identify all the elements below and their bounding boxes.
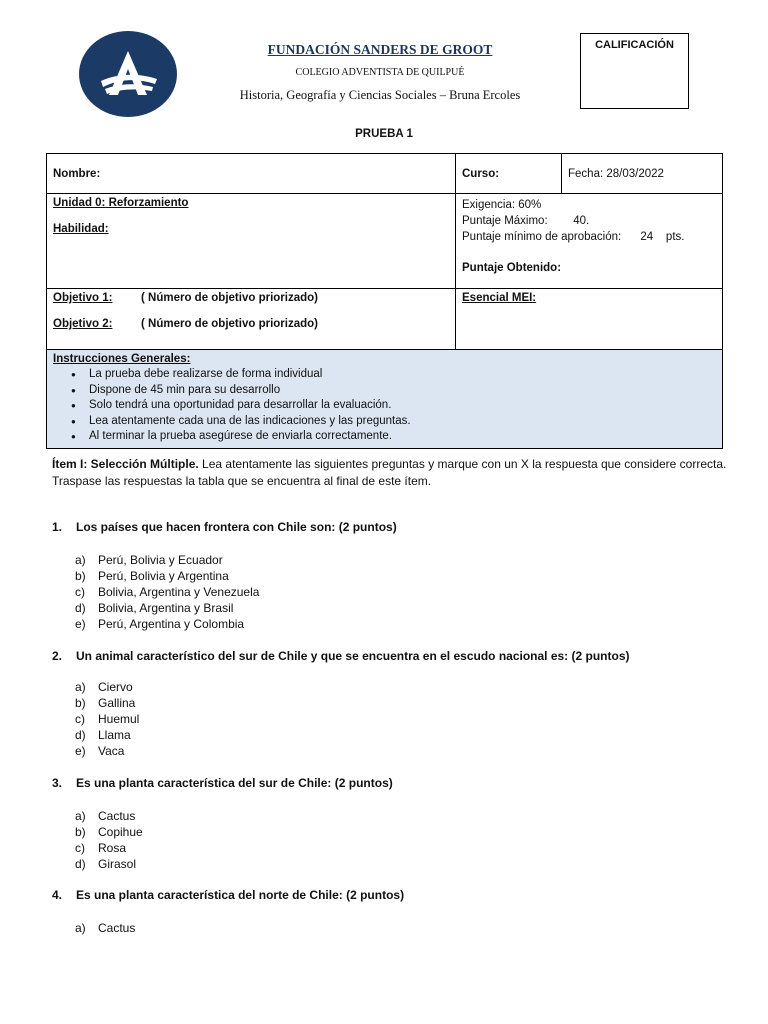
question-2-options (75, 679, 139, 759)
grade-box-label: CALIFICACIÓN (595, 39, 674, 51)
option[interactable]: d) Llama (75, 728, 131, 742)
option[interactable]: c) Rosa (75, 841, 127, 855)
instruction-item: ● Al terminar la prueba asegúrese de enviarla correctamente. (89, 429, 716, 445)
question-1: 1. Los países que hacen frontera con Chile son: (2 puntos) (52, 520, 397, 534)
question-1-options (75, 552, 259, 632)
unit-cell (47, 194, 456, 289)
test-title: PRUEBA 1 (355, 128, 413, 140)
option[interactable]: e) Perú, Argentina y Colombia (75, 617, 245, 631)
instruction-item: ● Dispone de 45 min para su desarrollo (89, 383, 716, 399)
question-4-options (75, 920, 135, 936)
name-field[interactable]: Nombre: (47, 154, 456, 194)
score-cell (456, 194, 723, 289)
student-info-table (46, 153, 723, 449)
option[interactable]: c) Bolivia, Argentina y Venezuela (75, 585, 260, 599)
question-3-options (75, 808, 143, 872)
skill-label: Habilidad: (53, 223, 109, 235)
max-score: Puntaje Máximo: 40. (462, 215, 590, 227)
subject-line: Historia, Geografía y Ciencias Sociales – Bruna Ercoles (239, 88, 521, 102)
requirement: Exigencia: 60% (462, 199, 542, 211)
objective1-text: ( Número de objetivo priorizado) (141, 292, 318, 304)
question-2: 2. Un animal característico del sur de Chile y que se encuentra en el escudo nacional es: (2 puntos) (52, 649, 630, 663)
min-score: Puntaje mínimo de aprobación: 24 pts. (462, 231, 685, 243)
option[interactable]: b) Perú, Bolivia y Argentina (75, 569, 229, 583)
mei-cell: Esencial MEI: (456, 289, 723, 350)
question-4: 4. Es una planta característica del norte de Chile: (2 puntos) (52, 888, 405, 902)
instructions-title: Instrucciones Generales: (53, 353, 191, 365)
school-name: COLEGIO ADVENTISTA DE QUILPUÉ (295, 67, 465, 78)
option[interactable]: d) Girasol (75, 857, 137, 871)
course-field[interactable]: Curso: (456, 154, 562, 194)
unit-label: Unidad 0: (53, 197, 106, 209)
date-field: Fecha: 28/03/2022 (562, 154, 723, 194)
option[interactable]: c) Huemul (75, 712, 140, 726)
objective2-label: Objetivo 2: (53, 318, 113, 330)
institution-name: FUNDACIÓN SANDERS DE GROOT (267, 42, 493, 57)
option[interactable]: a) Cactus (75, 921, 136, 935)
obtained-score: Puntaje Obtenido: (462, 262, 562, 274)
item1-instructions (52, 456, 732, 490)
instructions-box (47, 350, 723, 449)
item1-text: Lea atentamente las siguientes preguntas y marque con un X la respuesta que considere correcta. Traspase las respuestas la tabla que se encuentra al final de este ítem. (52, 457, 727, 488)
instructions-list (53, 367, 716, 445)
option[interactable]: a) Ciervo (75, 680, 133, 694)
item1-title: Ítem I: Selección Múltiple. (52, 457, 199, 471)
instruction-item: ● La prueba debe realizarse de forma individual (89, 367, 716, 383)
option[interactable]: d) Bolivia, Argentina y Brasil (75, 601, 234, 615)
option[interactable]: b) Gallina (75, 696, 136, 710)
unit-value: Reforzamiento (105, 197, 189, 209)
instruction-item: ● Lea atentamente cada una de las indicaciones y las preguntas. (89, 414, 716, 430)
objective2-text: ( Número de objetivo priorizado) (141, 318, 318, 330)
grade-box[interactable] (580, 33, 689, 109)
option[interactable]: e) Vaca (75, 744, 125, 758)
option[interactable]: b) Copihue (75, 825, 143, 839)
instruction-item: ● Solo tendrá una oportunidad para desarrollar la evaluación. (89, 398, 716, 414)
objectives-cell (47, 289, 456, 350)
question-3: 3. Es una planta característica del sur de Chile: (2 puntos) (52, 776, 393, 790)
objective1-label: Objetivo 1: (53, 292, 113, 304)
option[interactable]: a) Perú, Bolivia y Ecuador (75, 553, 223, 567)
option[interactable]: a) Cactus (75, 809, 136, 823)
